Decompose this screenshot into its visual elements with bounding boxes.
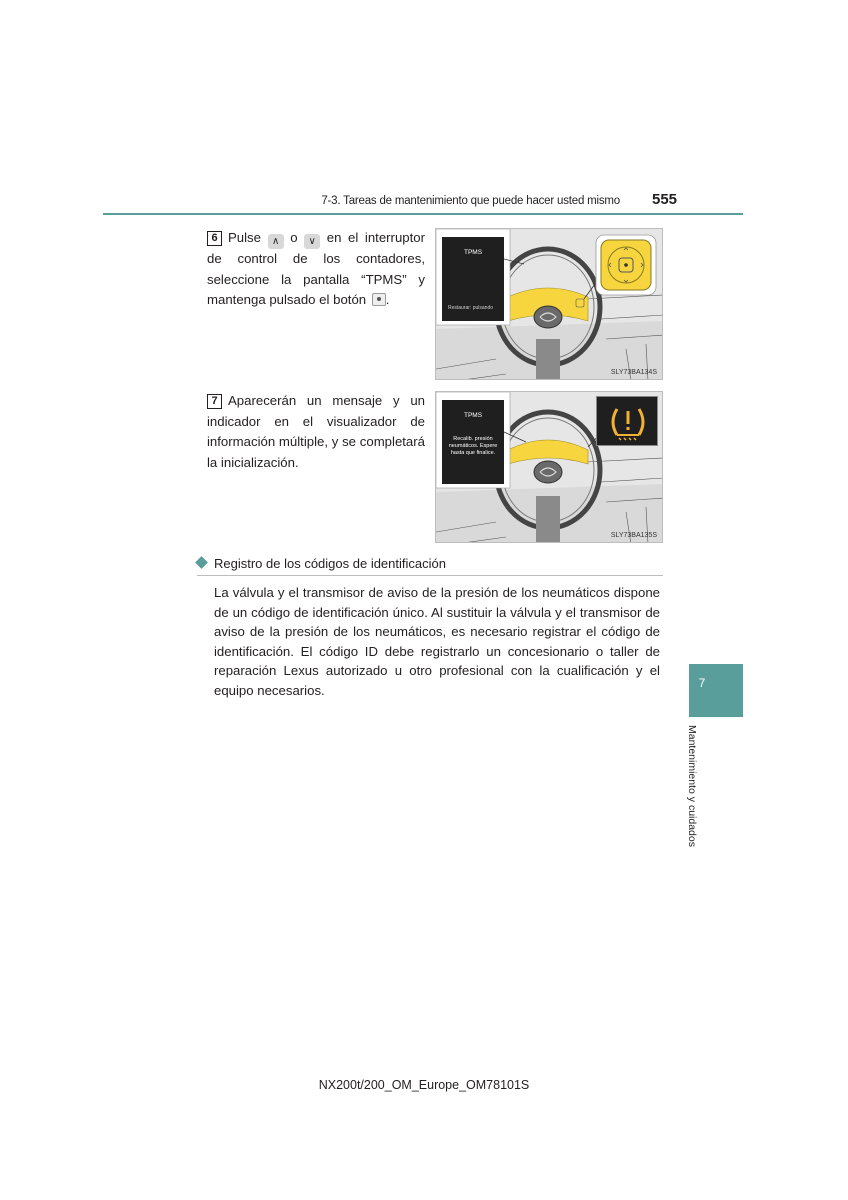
down-arrow-icon: ∨ bbox=[304, 234, 320, 249]
section-title: Registro de los códigos de identificación bbox=[214, 556, 446, 571]
up-arrow-icon: ∧ bbox=[268, 234, 284, 249]
figure-step-7 bbox=[435, 391, 663, 543]
step-6-text: en el interruptor de control de los contadores, seleccione la pantalla “TPMS” y mantenga pulsado el botón bbox=[207, 230, 426, 307]
step-7 bbox=[207, 391, 425, 473]
step-6-word-o: o bbox=[290, 230, 298, 245]
display-message: Recalib. presión neumáticos. Espere hasta que finalice. bbox=[448, 436, 498, 456]
figure-code: SLY73BA134S bbox=[610, 369, 657, 376]
step-6 bbox=[207, 228, 425, 311]
header-rule bbox=[103, 213, 743, 215]
tire-pressure-warning-icon bbox=[596, 396, 658, 446]
diamond-bullet-icon bbox=[195, 556, 208, 569]
chapter-side-label: Mantenimiento y cuidados bbox=[686, 725, 698, 847]
figure-step-6 bbox=[435, 228, 663, 380]
step-number: 6 bbox=[207, 231, 222, 246]
section-body: La válvula y el transmisor de aviso de la presión de los neumáticos dispone de un código de identificación único. Al sustituir la válvula y el transmisor de aviso de la presión de los neumáticos, es necesario registrar el código de identificación. El código ID debe registrarlo un concesionario o taller de reparación Lexus autorizado u otro profesional con la cualificación y el equipo necesarios. bbox=[214, 585, 660, 698]
section-rule bbox=[197, 575, 663, 576]
page-number: 555 bbox=[652, 191, 678, 208]
chapter-title: 7-3. Tareas de mantenimiento que puede hacer usted mismo bbox=[321, 195, 620, 207]
step-number: 7 bbox=[207, 394, 222, 409]
chapter-tab-number: 7 bbox=[698, 676, 706, 690]
footer-code: NX200t/200_OM_Europe_OM78101S bbox=[318, 1078, 530, 1092]
ok-button-icon bbox=[372, 293, 386, 306]
step-6-word-pulse: Pulse bbox=[228, 230, 261, 245]
display-title: TPMS bbox=[463, 412, 483, 419]
figure-code: SLY73BA135S bbox=[610, 532, 657, 539]
multi-info-display bbox=[442, 237, 504, 321]
display-title: TPMS bbox=[463, 249, 483, 256]
chapter-tab bbox=[689, 664, 743, 717]
display-footer: Restaurar: pulsando bbox=[448, 305, 494, 311]
multi-info-display bbox=[442, 400, 504, 484]
step-7-text: Aparecerán un mensaje y un indicador en el visualizador de información múltiple, y se completará la inicialización. bbox=[207, 393, 425, 470]
step-6-period: . bbox=[385, 292, 390, 307]
section-heading bbox=[197, 556, 446, 571]
